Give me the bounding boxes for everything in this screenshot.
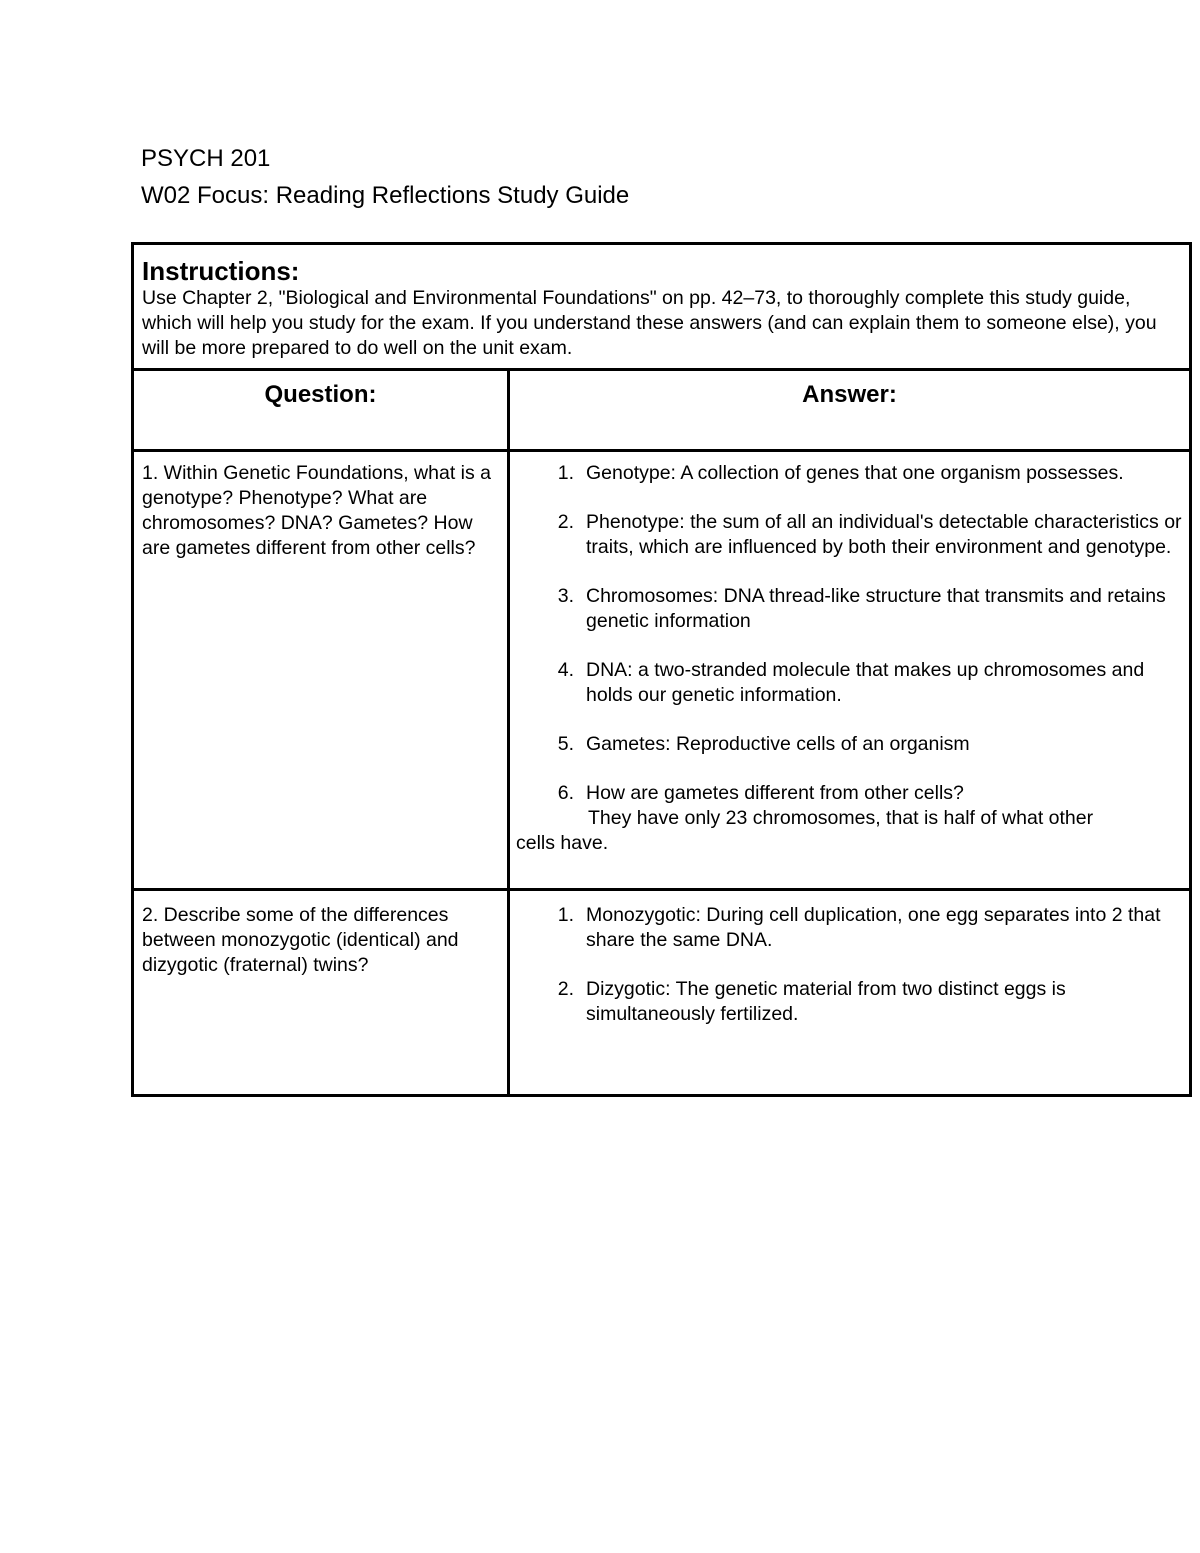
answer-1 [516,461,1183,856]
answer-1-list [516,461,1183,856]
list-item [516,903,1183,953]
instructions-heading: Instructions: [142,256,300,286]
list-item [516,510,1183,560]
question-1: 1. Within Genetic Foundations, what is a genotype? Phenotype? What are chromosomes? DNA? Gametes? How are gametes different from other cells? [142,462,492,559]
list-item [516,732,1183,757]
list-text: Genotype: A collection of genes that one organism possesses. [586,462,1124,484]
list-number: 5. [557,733,574,755]
list-text: How are gametes different from other cells? [586,782,964,804]
instructions-text: Use Chapter 2, "Biological and Environmental Foundations" on pp. 42–73, to thoroughly complete this study guide, which will help you study for the exam. If you understand these answers (and can explain them to someone else), you will be more prepared to do well on the unit exam. [142,287,1157,359]
list-item [516,461,1183,486]
study-guide-table [131,242,1192,1097]
answer-2 [516,903,1183,1051]
list-continuation: cells have. [516,832,609,854]
header-row-divider [134,449,1189,452]
list-number: 2. [557,511,574,533]
list-item [516,584,1183,634]
list-text: Phenotype: the sum of all an individual's detectable characteristics or traits, which are influenced by both their environment and genotype. [586,511,1182,558]
list-number: 1. [557,462,574,484]
column-divider [507,369,510,1094]
question-2: 2. Describe some of the differences between monozygotic (identical) and dizygotic (fraternal) twins? [142,904,459,976]
list-subtext: They have only 23 chromosomes, that is half of what other [588,807,1094,829]
list-text: Gametes: Reproductive cells of an organism [586,733,970,755]
list-item [516,977,1183,1027]
list-number: 2. [557,978,574,1000]
list-text: Chromosomes: DNA thread-like structure that transmits and retains genetic information [586,585,1166,632]
row-divider [134,888,1189,891]
instructions-section [134,245,1189,371]
list-number: 3. [557,585,574,607]
answer-column-header: Answer: [802,381,897,408]
list-text: Dizygotic: The genetic material from two distinct eggs is simultaneously fertilized. [586,978,1066,1025]
list-item [516,781,1183,856]
list-text: DNA: a two-stranded molecule that makes up chromosomes and holds our genetic information. [586,659,1145,706]
answer-2-list [516,903,1183,1027]
course-code: PSYCH 201 [141,145,271,172]
list-item [516,658,1183,708]
document-title: W02 Focus: Reading Reflections Study Guide [141,182,630,209]
question-column-header: Question: [264,381,377,408]
list-number: 1. [557,904,574,926]
list-number: 4. [557,659,574,681]
list-number: 6. [557,782,574,804]
list-text: Monozygotic: During cell duplication, one egg separates into 2 that share the same DNA. [586,904,1161,951]
